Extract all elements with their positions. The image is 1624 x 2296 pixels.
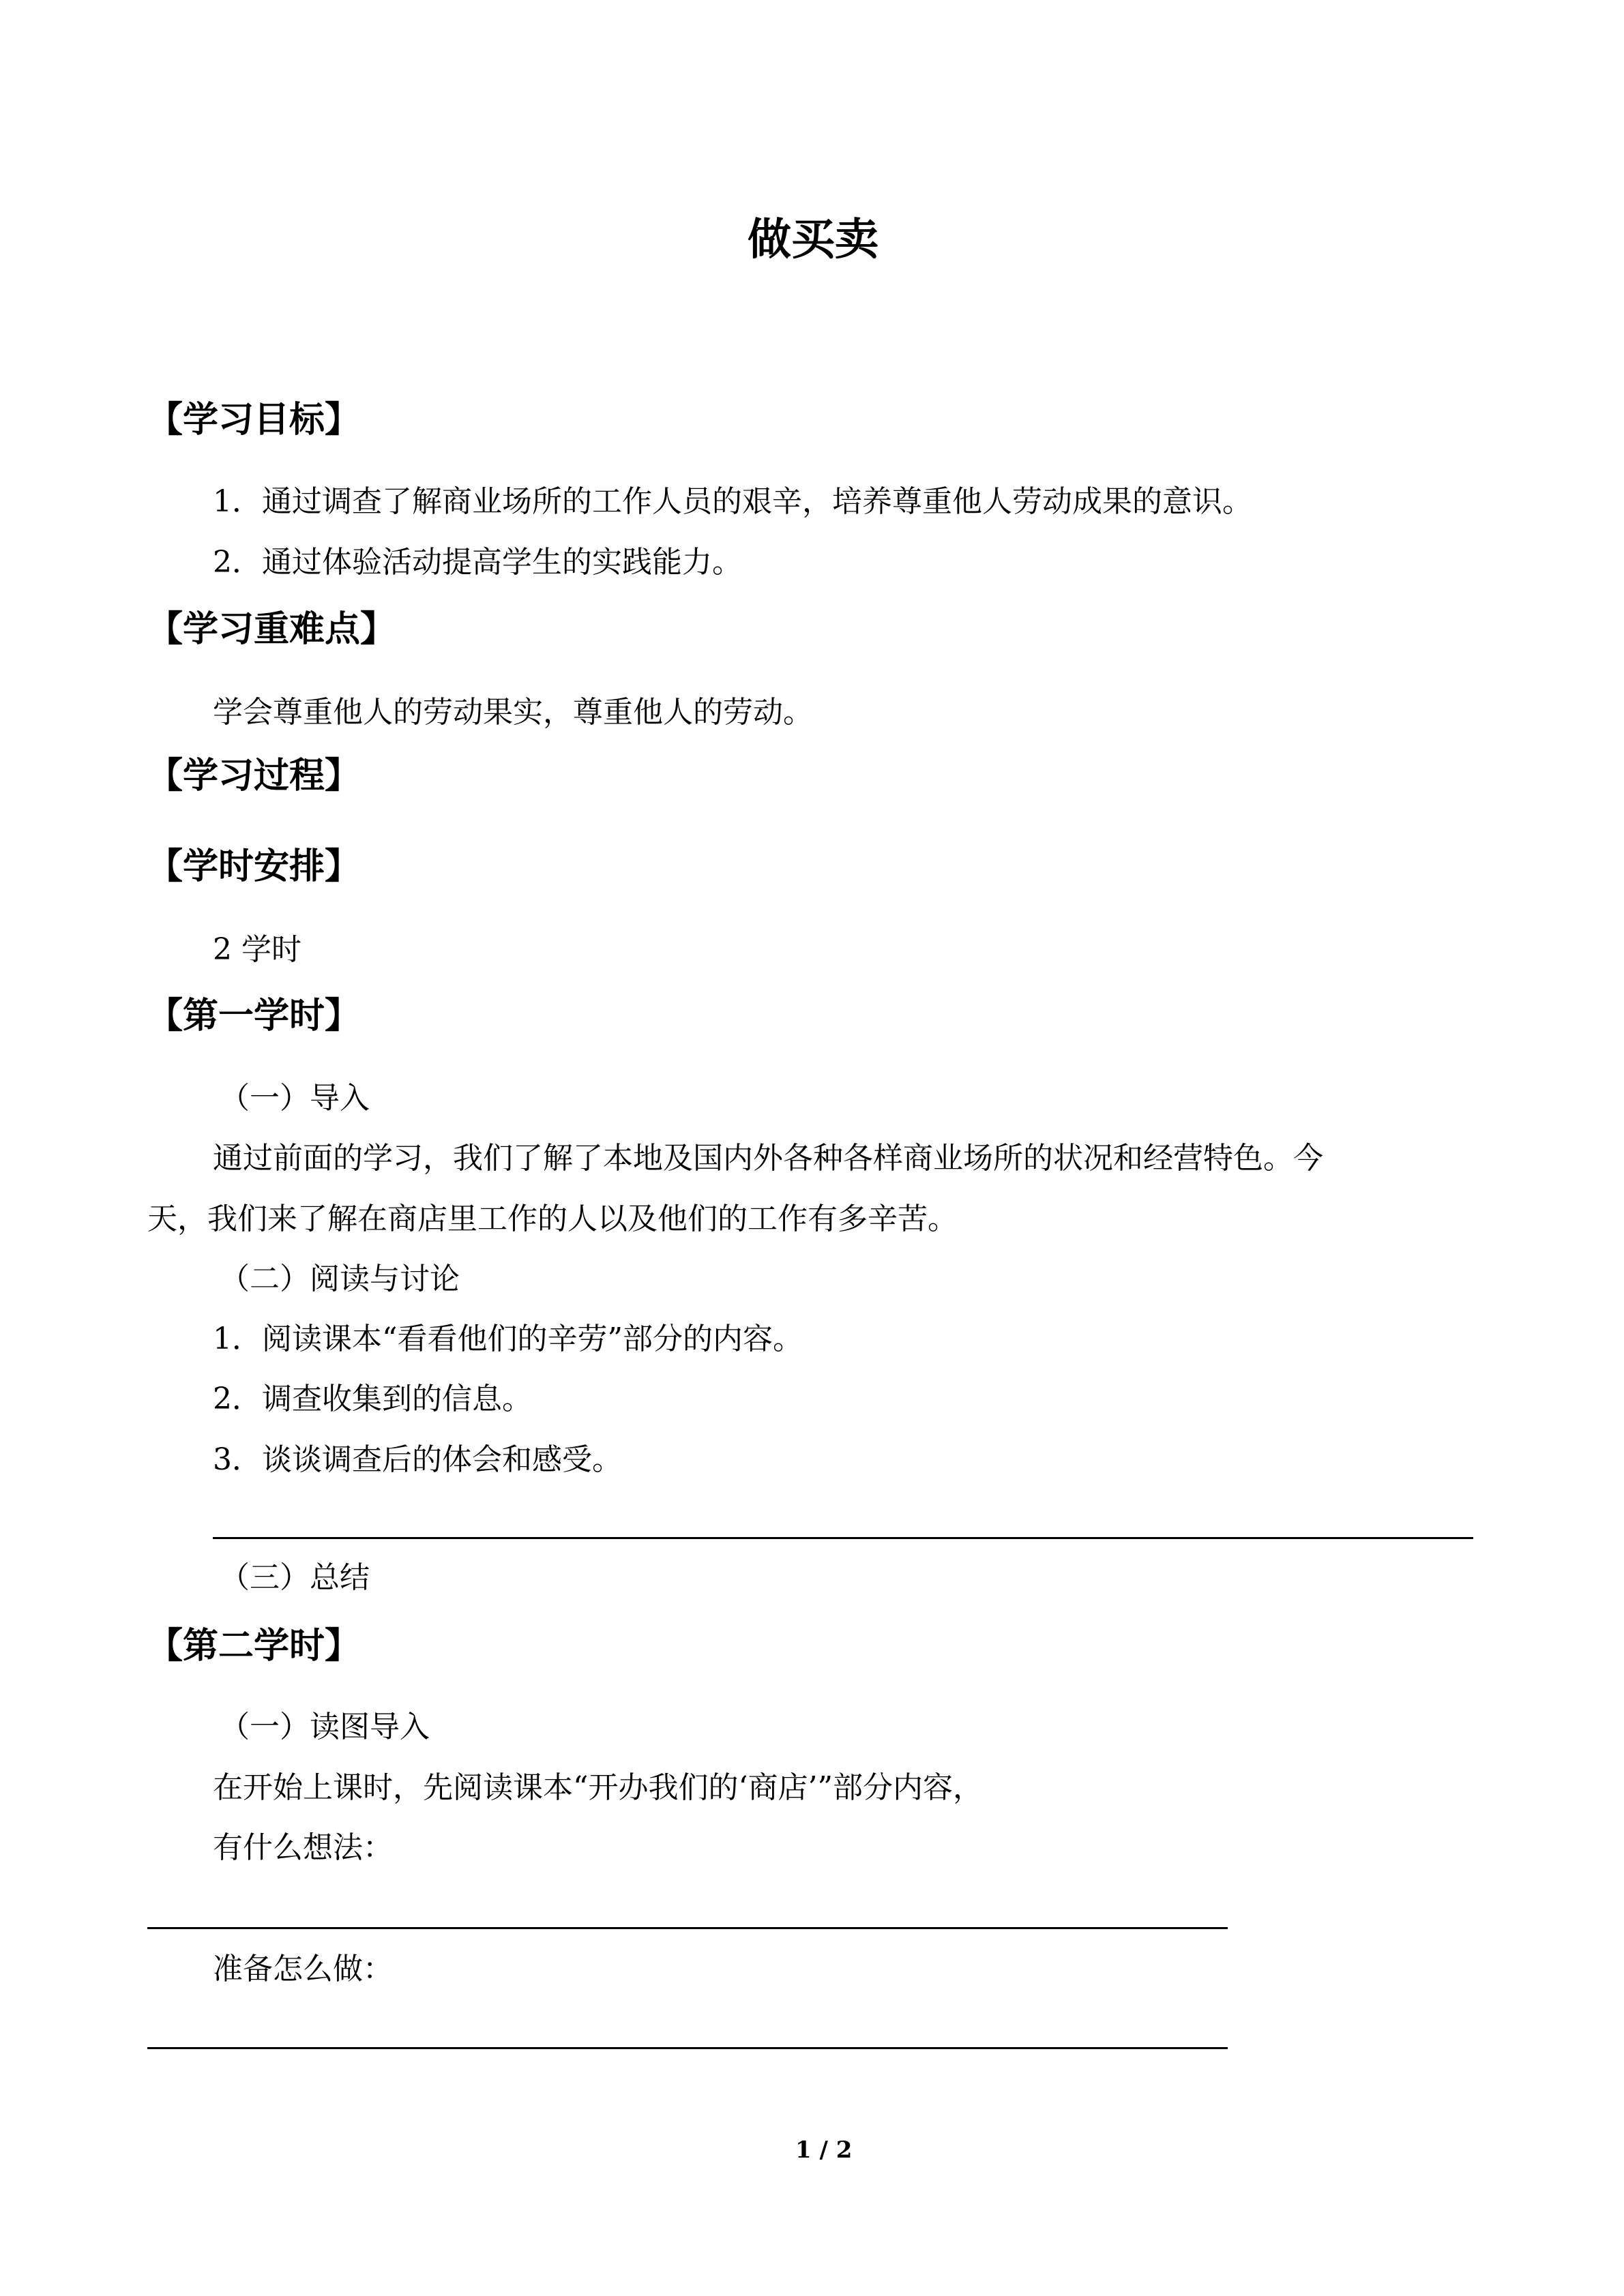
lesson1-reading-title: （二）阅读与讨论	[220, 1262, 460, 1296]
heading-key-points: 【学习重难点】	[147, 608, 396, 650]
heading-lesson-2: 【第二学时】	[147, 1625, 361, 1667]
page-number: 1 / 2	[795, 2136, 853, 2164]
lesson1-intro-title: （一）导入	[220, 1081, 370, 1116]
lesson2-plan-label: 准备怎么做：	[213, 1952, 393, 1986]
key-points-text: 学会尊重他人的劳动果实，尊重他人的劳动。	[213, 695, 813, 730]
lesson2-intro-line-1: 在开始上课时，先阅读课本“开办我们的‘商店’”部分内容，	[213, 1770, 983, 1805]
lesson1-reading-item-1: 1．阅读课本“看看他们的辛劳”部分的内容。	[213, 1322, 803, 1356]
lesson2-thoughts-label: 有什么想法：	[213, 1830, 393, 1865]
heading-lesson-1: 【第一学时】	[147, 995, 361, 1037]
schedule-text: 2 学时	[213, 932, 301, 967]
heading-learning-process: 【学习过程】	[147, 755, 361, 796]
lesson1-reading-item-3: 3．谈谈调查后的体会和感受。	[213, 1442, 622, 1477]
answer-line-lesson1	[213, 1537, 1473, 1539]
lesson1-intro-line-2: 天，我们来了解在商店里工作的人以及他们的工作有多辛苦。	[147, 1202, 958, 1236]
lesson1-intro-line-1: 通过前面的学习，我们了解了本地及国内外各种各样商业场所的状况和经营特色。今	[213, 1141, 1323, 1176]
answer-line-plan	[147, 2047, 1228, 2049]
document-title: 做买卖	[748, 214, 879, 265]
goal-item-2: 2．通过体验活动提高学生的实践能力。	[213, 545, 742, 580]
goal-item-1: 1．通过调查了解商业场所的工作人员的艰辛，培养尊重他人劳动成果的意识。	[213, 484, 1252, 519]
answer-line-thoughts	[147, 1927, 1228, 1929]
lesson2-intro-title: （一）读图导入	[220, 1710, 430, 1744]
lesson1-summary-title: （三）总结	[220, 1560, 370, 1595]
heading-learning-goals: 【学习目标】	[147, 399, 361, 441]
lesson1-reading-item-2: 2．调查收集到的信息。	[213, 1382, 532, 1416]
heading-schedule: 【学时安排】	[147, 846, 361, 887]
